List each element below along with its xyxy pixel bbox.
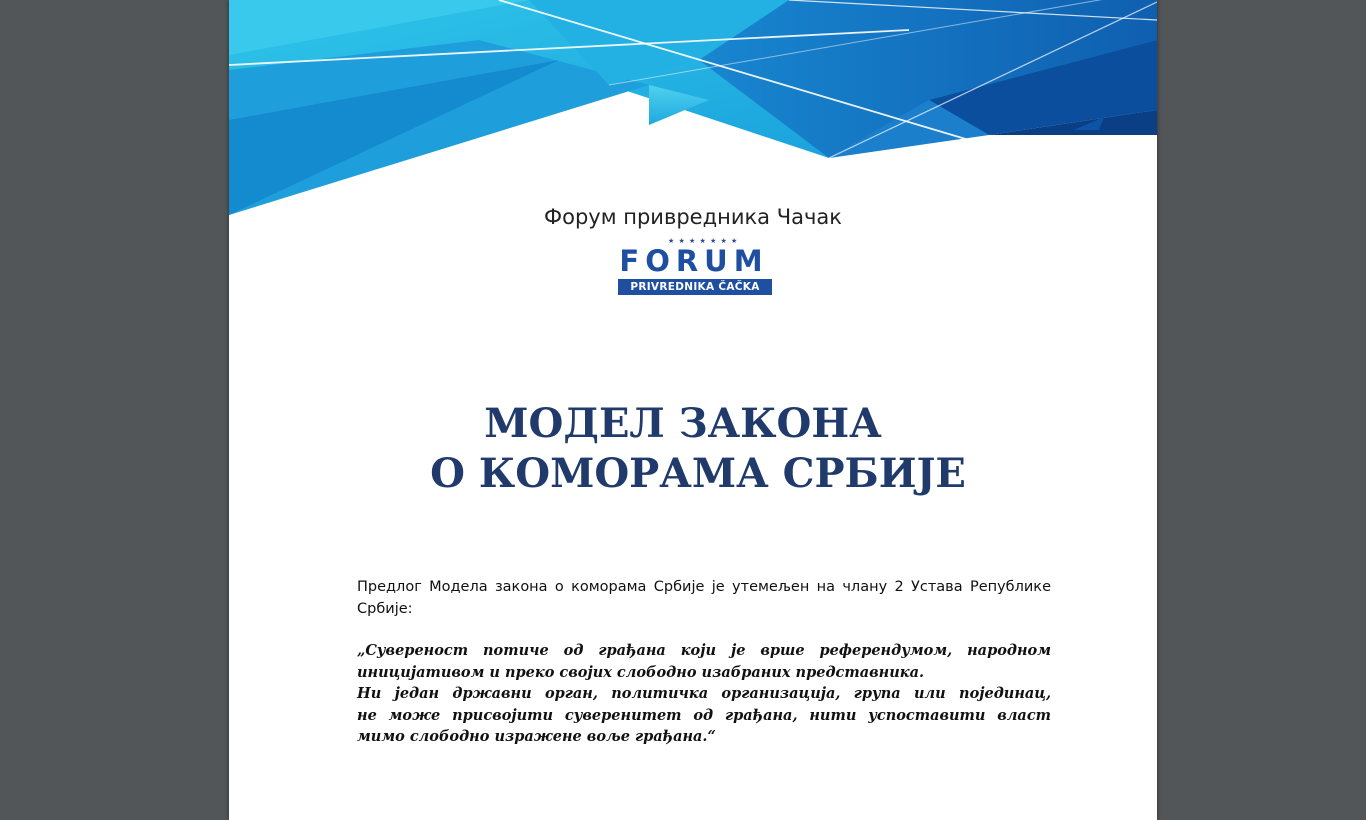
forum-logo bbox=[616, 236, 772, 298]
intro-paragraph: Предлог Модела закона о коморама Србије је утемељен на члану 2 Устава Републике Србије: bbox=[357, 579, 1051, 617]
logo-stars: ★ ★ ★ ★ ★ ★ ★ bbox=[668, 237, 739, 245]
document-title-line-2: О КОМОРАМА СРБИЈЕ bbox=[430, 450, 966, 497]
quote-line: „Сувереност потиче од грађана који је врше референдумом, народном bbox=[357, 642, 1051, 659]
quote-line: мимо слободно изражене воље грађана.“ bbox=[357, 728, 716, 745]
header-banner-graphic bbox=[229, 0, 1157, 230]
document-page bbox=[229, 0, 1157, 820]
constitution-quote bbox=[357, 640, 1051, 748]
quote-line: иницијативом и преко својих слободно изабраних представника. bbox=[357, 663, 925, 681]
organization-name: Форум привредника Чачак bbox=[544, 205, 842, 229]
document-title-line-1: МОДЕЛ ЗАКОНА bbox=[484, 400, 882, 447]
quote-line: не може присвојити суверенитет од грађана, нити успоставити власт bbox=[357, 706, 1051, 724]
logo-subtitle: PRIVREDNIKA ČAČKA bbox=[618, 279, 772, 295]
quote-line: Ни један државни орган, политичка организација, група или појединац, bbox=[357, 685, 1051, 702]
logo-wordmark: FORUM bbox=[619, 244, 769, 278]
